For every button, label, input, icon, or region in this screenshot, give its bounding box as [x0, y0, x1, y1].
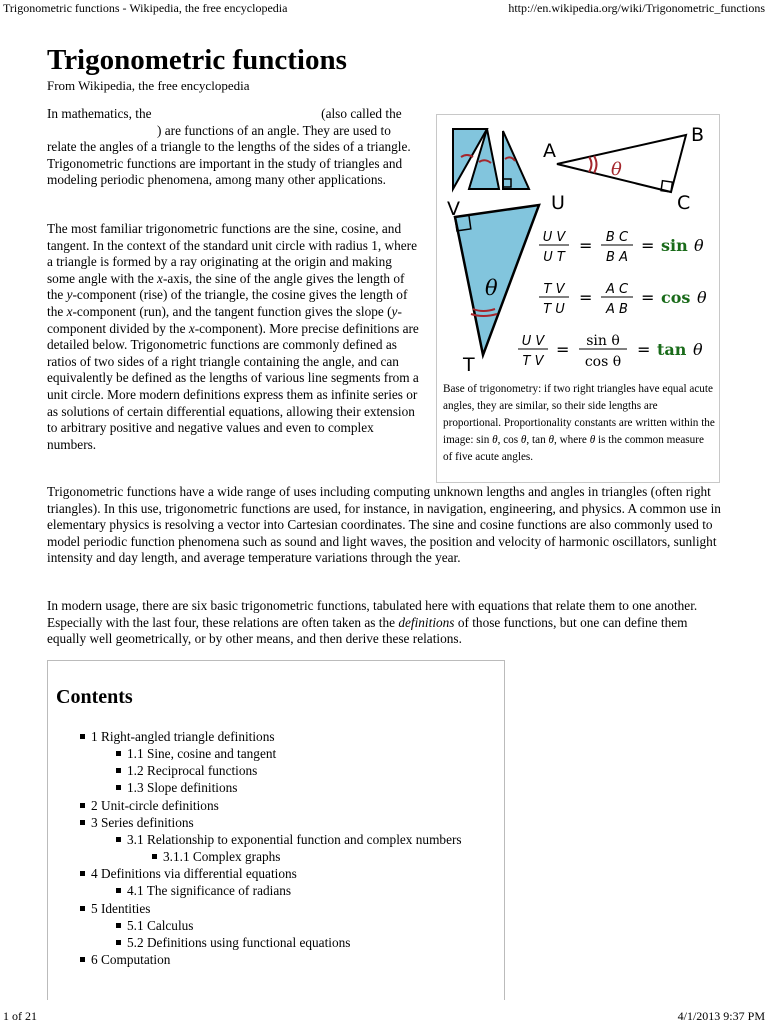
- intro-paragraph: [47, 106, 419, 189]
- toc-bullet: [116, 923, 121, 928]
- eq1-den-right: B A: [606, 250, 628, 265]
- eq1-equals-1: =: [579, 236, 593, 255]
- caption-text-a: Base of trigonometry: if two right triangles have equal acute angles, they are similar, so their side lengths are proportional. Proportionality constants are written within the image: sin: [443, 383, 715, 446]
- toc-item-label[interactable]: 2 Unit-circle definitions: [91, 798, 219, 813]
- label-b: B: [691, 124, 705, 146]
- toc-bullet: [116, 940, 121, 945]
- label-t: T: [463, 354, 475, 376]
- def-text-1: The most familiar trigonometric functions are the sine, cosine, and tangent. In the context of the standard unit circle with radius 1, where a triangle is formed by a ray originating at the origin and making some angle with the: [47, 221, 417, 286]
- toc-bullet: [80, 906, 85, 911]
- def-text-4: -component (run), and the tangent function gives the slope (: [72, 303, 392, 319]
- eq1-equals-2: =: [641, 236, 655, 255]
- print-header-title: Trigonometric functions - Wikipedia, the free encyclopedia: [3, 1, 288, 15]
- modern-definitions-emphasis: definitions: [398, 614, 455, 630]
- print-footer-page-count: 1 of 21: [3, 1009, 37, 1023]
- equation-tan: [518, 333, 703, 370]
- eq2-den-right: A B: [606, 302, 628, 317]
- toc-item-label[interactable]: 5.2 Definitions using functional equations: [127, 935, 351, 950]
- toc-bullet: [116, 785, 121, 790]
- toc-item-3-1-1[interactable]: [152, 848, 280, 865]
- toc-item-3[interactable]: [80, 814, 194, 831]
- caption-text-c: , tan: [526, 434, 549, 446]
- toc-item-label[interactable]: 4.1 The significance of radians: [127, 883, 292, 898]
- eq1-den-left: U T: [543, 250, 565, 265]
- toc-item-label[interactable]: 5 Identities: [91, 901, 151, 916]
- small-triangles-group: [453, 129, 529, 189]
- toc-item-label[interactable]: 5.1 Calculus: [127, 918, 194, 933]
- toc-bullet: [116, 888, 121, 893]
- print-header-url[interactable]: http://en.wikipedia.org/wiki/Trigonometric_functions: [508, 1, 765, 15]
- toc-item-label[interactable]: 4 Definitions via differential equations: [91, 866, 297, 881]
- eq1-theta: θ: [694, 236, 704, 255]
- caption-theta-3: θ: [548, 434, 554, 446]
- label-v: V: [447, 198, 460, 220]
- eq3-num-left: U V: [521, 334, 545, 349]
- def-text-2: -axis, the sine of the angle gives the length of the: [47, 270, 405, 303]
- caption-theta-1: θ: [492, 434, 498, 446]
- toc-item-1-2[interactable]: [116, 762, 257, 779]
- toc-bullet: [80, 957, 85, 962]
- toc-item-5-1[interactable]: [116, 917, 193, 934]
- print-footer-datetime: 4/1/2013 9:37 PM: [677, 1009, 765, 1023]
- eq1-num-right: B C: [605, 230, 629, 245]
- eq2-equals-1: =: [579, 288, 593, 307]
- eq3-den-left: T V: [522, 354, 544, 369]
- eq3-den-right: cos θ: [584, 354, 622, 370]
- def-var-x1: x: [157, 270, 163, 286]
- intro-text-end: ) are functions of an angle. They are used to relate the angles of a triangle to the lengths of the sides of a triangle. Trigonometric functions are important in the study of triangles and modeling periodic phenomena, among many other applications.: [47, 122, 411, 188]
- trigonometry-diagram[interactable]: [439, 117, 717, 379]
- label-theta-uvt: θ: [485, 276, 498, 300]
- label-theta-abc: θ: [611, 159, 622, 180]
- label-c: C: [677, 192, 691, 214]
- equation-cos: [539, 282, 707, 317]
- table-of-contents: [47, 660, 505, 1000]
- toc-item-5[interactable]: [80, 900, 150, 917]
- def-var-x2: x: [66, 303, 73, 319]
- label-a: A: [543, 140, 556, 162]
- intro-text-mid: (also called the: [321, 106, 402, 121]
- def-text-3: -component (rise) of the triangle, the cosine gives the length of the: [47, 287, 408, 319]
- eq1-num-left: U V: [542, 230, 566, 245]
- modern-usage-paragraph: [47, 598, 727, 648]
- page-title: Trigonometric functions: [47, 44, 347, 76]
- toc-bullet: [116, 768, 121, 773]
- small-triangle-3: [503, 131, 529, 189]
- eq3-theta: θ: [693, 340, 703, 359]
- toc-item-label[interactable]: 1.3 Slope definitions: [127, 780, 238, 795]
- eq2-fn: cos: [661, 288, 691, 307]
- toc-item-label[interactable]: 3.1.1 Complex graphs: [163, 849, 281, 864]
- def-text-5: -component divided by the: [47, 303, 402, 336]
- caption-text-b: , cos: [497, 434, 521, 446]
- toc-bullet: [116, 837, 121, 842]
- toc-item-label[interactable]: 1.2 Reciprocal functions: [127, 763, 258, 778]
- toc-item-6[interactable]: [80, 951, 170, 968]
- eq2-den-left: T U: [543, 302, 565, 317]
- toc-bullet: [116, 751, 121, 756]
- def-var-y2: y: [391, 303, 398, 319]
- figure-infobox: [436, 114, 720, 483]
- definition-paragraph: [47, 221, 419, 453]
- toc-bullet: [80, 734, 85, 739]
- toc-bullet: [80, 820, 85, 825]
- eq3-equals-1: =: [556, 340, 570, 359]
- modern-text-1: In modern usage, there are six basic trigonometric functions, tabulated here with equations that relate them to one another. Especially with the last four, these relations are often taken as the: [47, 598, 698, 630]
- caption-text-d: , where: [553, 434, 590, 446]
- eq3-fn: tan: [657, 340, 687, 359]
- eq2-theta: θ: [697, 288, 707, 307]
- toc-item-3-1[interactable]: [116, 831, 462, 848]
- toc-item-1-1[interactable]: [116, 745, 276, 762]
- toc-title: Contents: [56, 686, 133, 708]
- toc-bullet: [80, 803, 85, 808]
- toc-item-label[interactable]: 3.1 Relationship to exponential function and complex numbers: [127, 832, 462, 847]
- page-subtitle: From Wikipedia, the free encyclopedia: [47, 78, 250, 93]
- eq2-num-left: T V: [543, 282, 565, 297]
- caption-theta-4: θ: [589, 434, 596, 446]
- toc-item-4[interactable]: [80, 865, 297, 882]
- label-u: U: [551, 192, 565, 214]
- eq1-fn: sin: [661, 236, 688, 255]
- eq2-equals-2: =: [641, 288, 655, 307]
- toc-bullet: [152, 854, 157, 859]
- figure-caption: [443, 381, 715, 466]
- caption-theta-2: θ: [520, 434, 527, 446]
- toc-bullet: [80, 871, 85, 876]
- def-var-y1: y: [66, 287, 73, 303]
- modern-text-2: of those functions, but one can define them equally well geometrically, or by other means, and then derive these relations.: [47, 614, 688, 647]
- toc-item-label[interactable]: 3 Series definitions: [91, 815, 194, 830]
- def-text-6: -component). More precise definitions are detailed below. Trigonometric functions are commonly defined as ratios of two sides of a right triangle containing the angle, and can equivalently be defined as the lengths of various line segments from a unit circle. More modern definitions express them as infinite series or as solutions of certain differential equations, allowing their extension to arbitrary positive and negative values and even to complex numbers.: [47, 320, 419, 452]
- toc-item-5-2[interactable]: [116, 934, 350, 951]
- caption-text-e: is the common measure of five acute angles.: [443, 434, 704, 463]
- equation-sin: [539, 230, 704, 265]
- toc-item-1[interactable]: [80, 728, 275, 745]
- toc-item-label[interactable]: 1 Right-angled triangle definitions: [91, 729, 275, 744]
- eq2-num-right: A C: [605, 282, 629, 297]
- uses-paragraph: Trigonometric functions have a wide range of uses including computing unknown lengths and angles in triangles (often right triangles). In this use, trigonometric functions are used, for instance, in navigation, engineering, and physics. A common use in elementary physics is resolving a vector into Cartesian coordinates. The sine and cosine functions are also commonly used to model periodic function phenomena such as sound and light waves, the position and velocity of harmonic oscillators, sunlight intensity and day length, and average temperature variations through the year.: [47, 484, 721, 566]
- toc-item-1-3[interactable]: [116, 779, 237, 796]
- toc-item-4-1[interactable]: [116, 882, 291, 899]
- eq3-num-right: sin θ: [586, 333, 620, 349]
- toc-item-2[interactable]: [80, 797, 219, 814]
- toc-item-label[interactable]: 1.1 Sine, cosine and tangent: [127, 746, 277, 761]
- def-var-x3: x: [188, 320, 195, 336]
- eq3-equals-2: =: [637, 340, 651, 359]
- intro-text-start: In mathematics, the: [47, 106, 152, 121]
- toc-item-label[interactable]: 6 Computation: [91, 952, 171, 967]
